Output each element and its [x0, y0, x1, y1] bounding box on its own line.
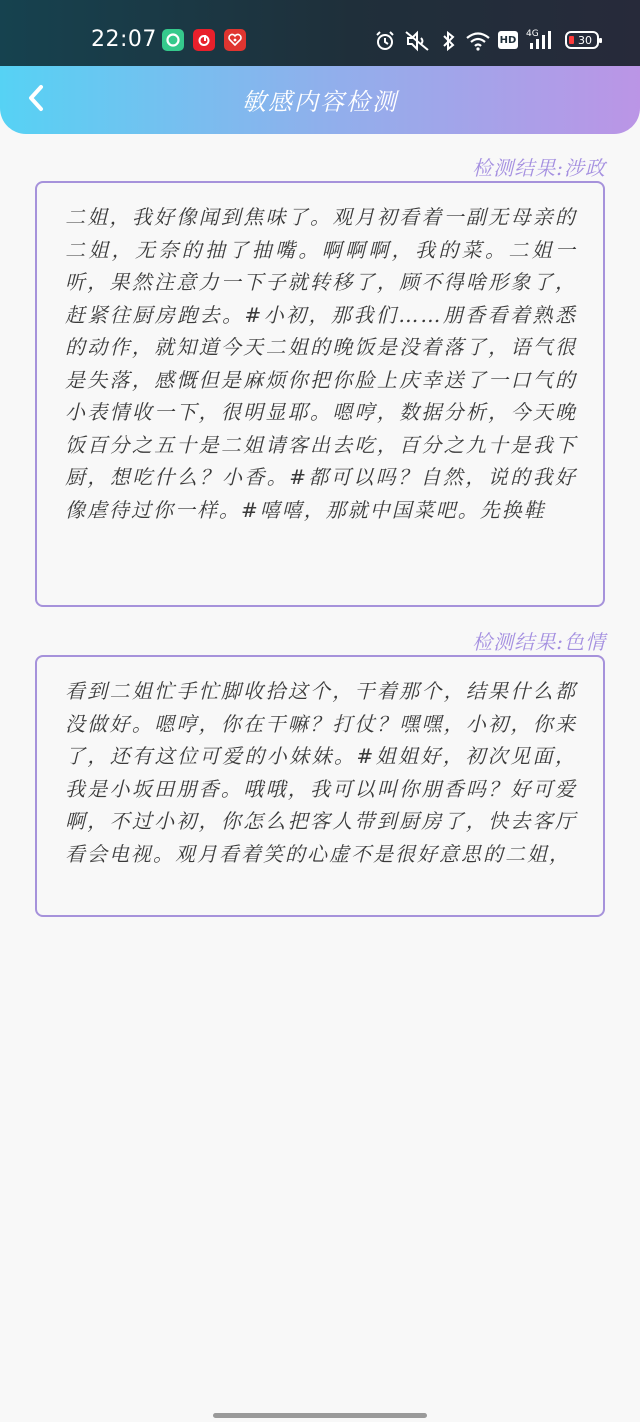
result-label-porn: 检测结果:色情	[472, 630, 606, 654]
result-label-political: 检测结果:涉政	[472, 156, 606, 180]
status-bar	[0, 0, 640, 66]
result-text-porn: 看到二姐忙手忙脚收拾这个，干着那个，结果什么都没做好。嗯哼，你在干嘛？打仗？嘿嘿，小初，你来了，还有这位可爱的小妹妹。#姐姐好，初次见面，我是小坂田朋香。哦哦，我可以叫你朋香吗？好可爱啊，不过小初，你怎么把客人带到厨房了，快去客厅看会电视。观月看着笑的心虚不是很好意思的二姐，	[65, 679, 577, 866]
battery-fill	[569, 36, 574, 44]
signal-icon	[526, 27, 554, 55]
battery-tip	[599, 38, 602, 43]
alarm-icon	[374, 30, 396, 56]
netease-music-icon	[193, 29, 215, 51]
status-time: 22:07	[91, 27, 157, 52]
bluetooth-icon	[441, 30, 457, 56]
green-app-icon	[162, 29, 184, 51]
red-app-icon	[224, 29, 246, 51]
home-indicator[interactable]	[213, 1413, 427, 1418]
signal-label: 4G	[526, 29, 539, 39]
nav-bar	[0, 66, 640, 134]
result-text-political: 二姐，我好像闻到焦味了。观月初看着一副无母亲的二姐，无奈的抽了抽嘴。啊啊啊，我的菜。二姐一听，果然注意力一下子就转移了，顾不得啥形象了，赶紧往厨房跑去。#小初，那我们……朋香看着熟悉的动作，就知道今天二姐的晚饭是没着落了，语气很是失落，感慨但是麻烦你把你脸上庆幸送了一口气的小表情收一下，很明显耶。嗯哼，数据分析，今天晚饭百分之五十是二姐请客出去吃，百分之九十是我下厨，想吃什么？小香。#都可以吗？自然，说的我好像虐待过你一样。#嘻嘻，那就中国菜吧。先换鞋	[65, 205, 577, 522]
hd-icon: HD	[498, 31, 518, 49]
result-text-card-political	[35, 181, 605, 607]
mute-icon	[404, 30, 430, 56]
page-title: 敏感内容检测	[242, 88, 398, 116]
result-text-card-porn	[35, 655, 605, 917]
battery-level: 30	[578, 33, 592, 47]
wifi-icon	[465, 30, 491, 56]
battery-icon	[565, 31, 599, 49]
